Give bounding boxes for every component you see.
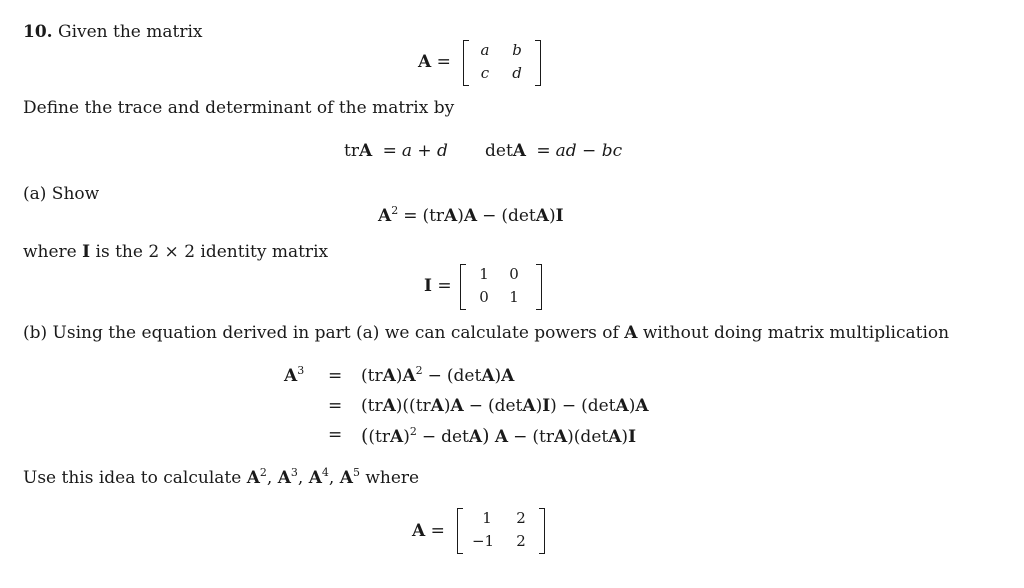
matrix-entry: d — [512, 64, 522, 82]
matrix-entry: a — [480, 41, 490, 59]
matrix-entry: 0 — [479, 288, 489, 306]
matrix-entry: 1 — [479, 265, 489, 283]
identity-equation: I = — [424, 276, 452, 296]
part-a-label: (a) Show — [23, 184, 100, 204]
matrix-entry: 2 — [516, 509, 526, 527]
matrix-entry: 1 — [509, 288, 519, 306]
matrix-entry: b — [512, 41, 522, 59]
equals-sign: = — [436, 52, 451, 72]
matrix-a-numeric-equation: A = — [412, 521, 445, 541]
matrix-entry: c — [480, 64, 490, 82]
equals-sign: = — [328, 396, 343, 416]
problem-header — [23, 22, 203, 42]
matrix-a-symbolic — [463, 40, 541, 86]
problem-intro: Given the matrix — [57, 22, 203, 42]
a-cubed-lhs: $A^3$ — [284, 364, 305, 386]
matrix-entry: 0 — [509, 265, 519, 283]
matrix-a-symbolic-equation — [418, 52, 451, 72]
determinant-definition: detA = ad − bc — [485, 141, 623, 161]
derivation-line-3: ((trA)$^2$ − detA) A − (trA)(detA)I — [361, 425, 637, 447]
use-idea-text: Use this idea to calculate $A^2$, $A^3$, $A^4$, $A^5$ where — [23, 466, 420, 488]
matrix-a-name: A — [418, 52, 432, 72]
equals-sign: = — [328, 425, 343, 445]
derivation-line-1: $(trA)A^2 - (\det A)A$ — [361, 364, 515, 386]
equals-sign: = — [328, 366, 343, 386]
derivation-line-2: (trA)((trA)A − (detA)I) − (detA)A — [361, 396, 649, 416]
part-b-text: (b) Using the equation derived in part (a) we can calculate powers of A without doing matrix multiplication — [23, 323, 950, 343]
matrix-entry: 2 — [516, 532, 526, 550]
problem-number: 10. — [23, 22, 53, 42]
matrix-entry: −1 — [471, 532, 495, 550]
identity-matrix — [460, 264, 542, 310]
identity-description: where I is the 2 × 2 identity matrix — [23, 242, 329, 262]
matrix-entry: 1 — [482, 509, 492, 527]
define-text: Define the trace and determinant of the matrix by — [23, 98, 455, 118]
part-a-equation: $A^2 = (trA)A - (\det A)I$ — [378, 204, 564, 226]
matrix-a-numeric — [457, 508, 545, 554]
trace-definition: trA = a + d — [344, 141, 448, 161]
